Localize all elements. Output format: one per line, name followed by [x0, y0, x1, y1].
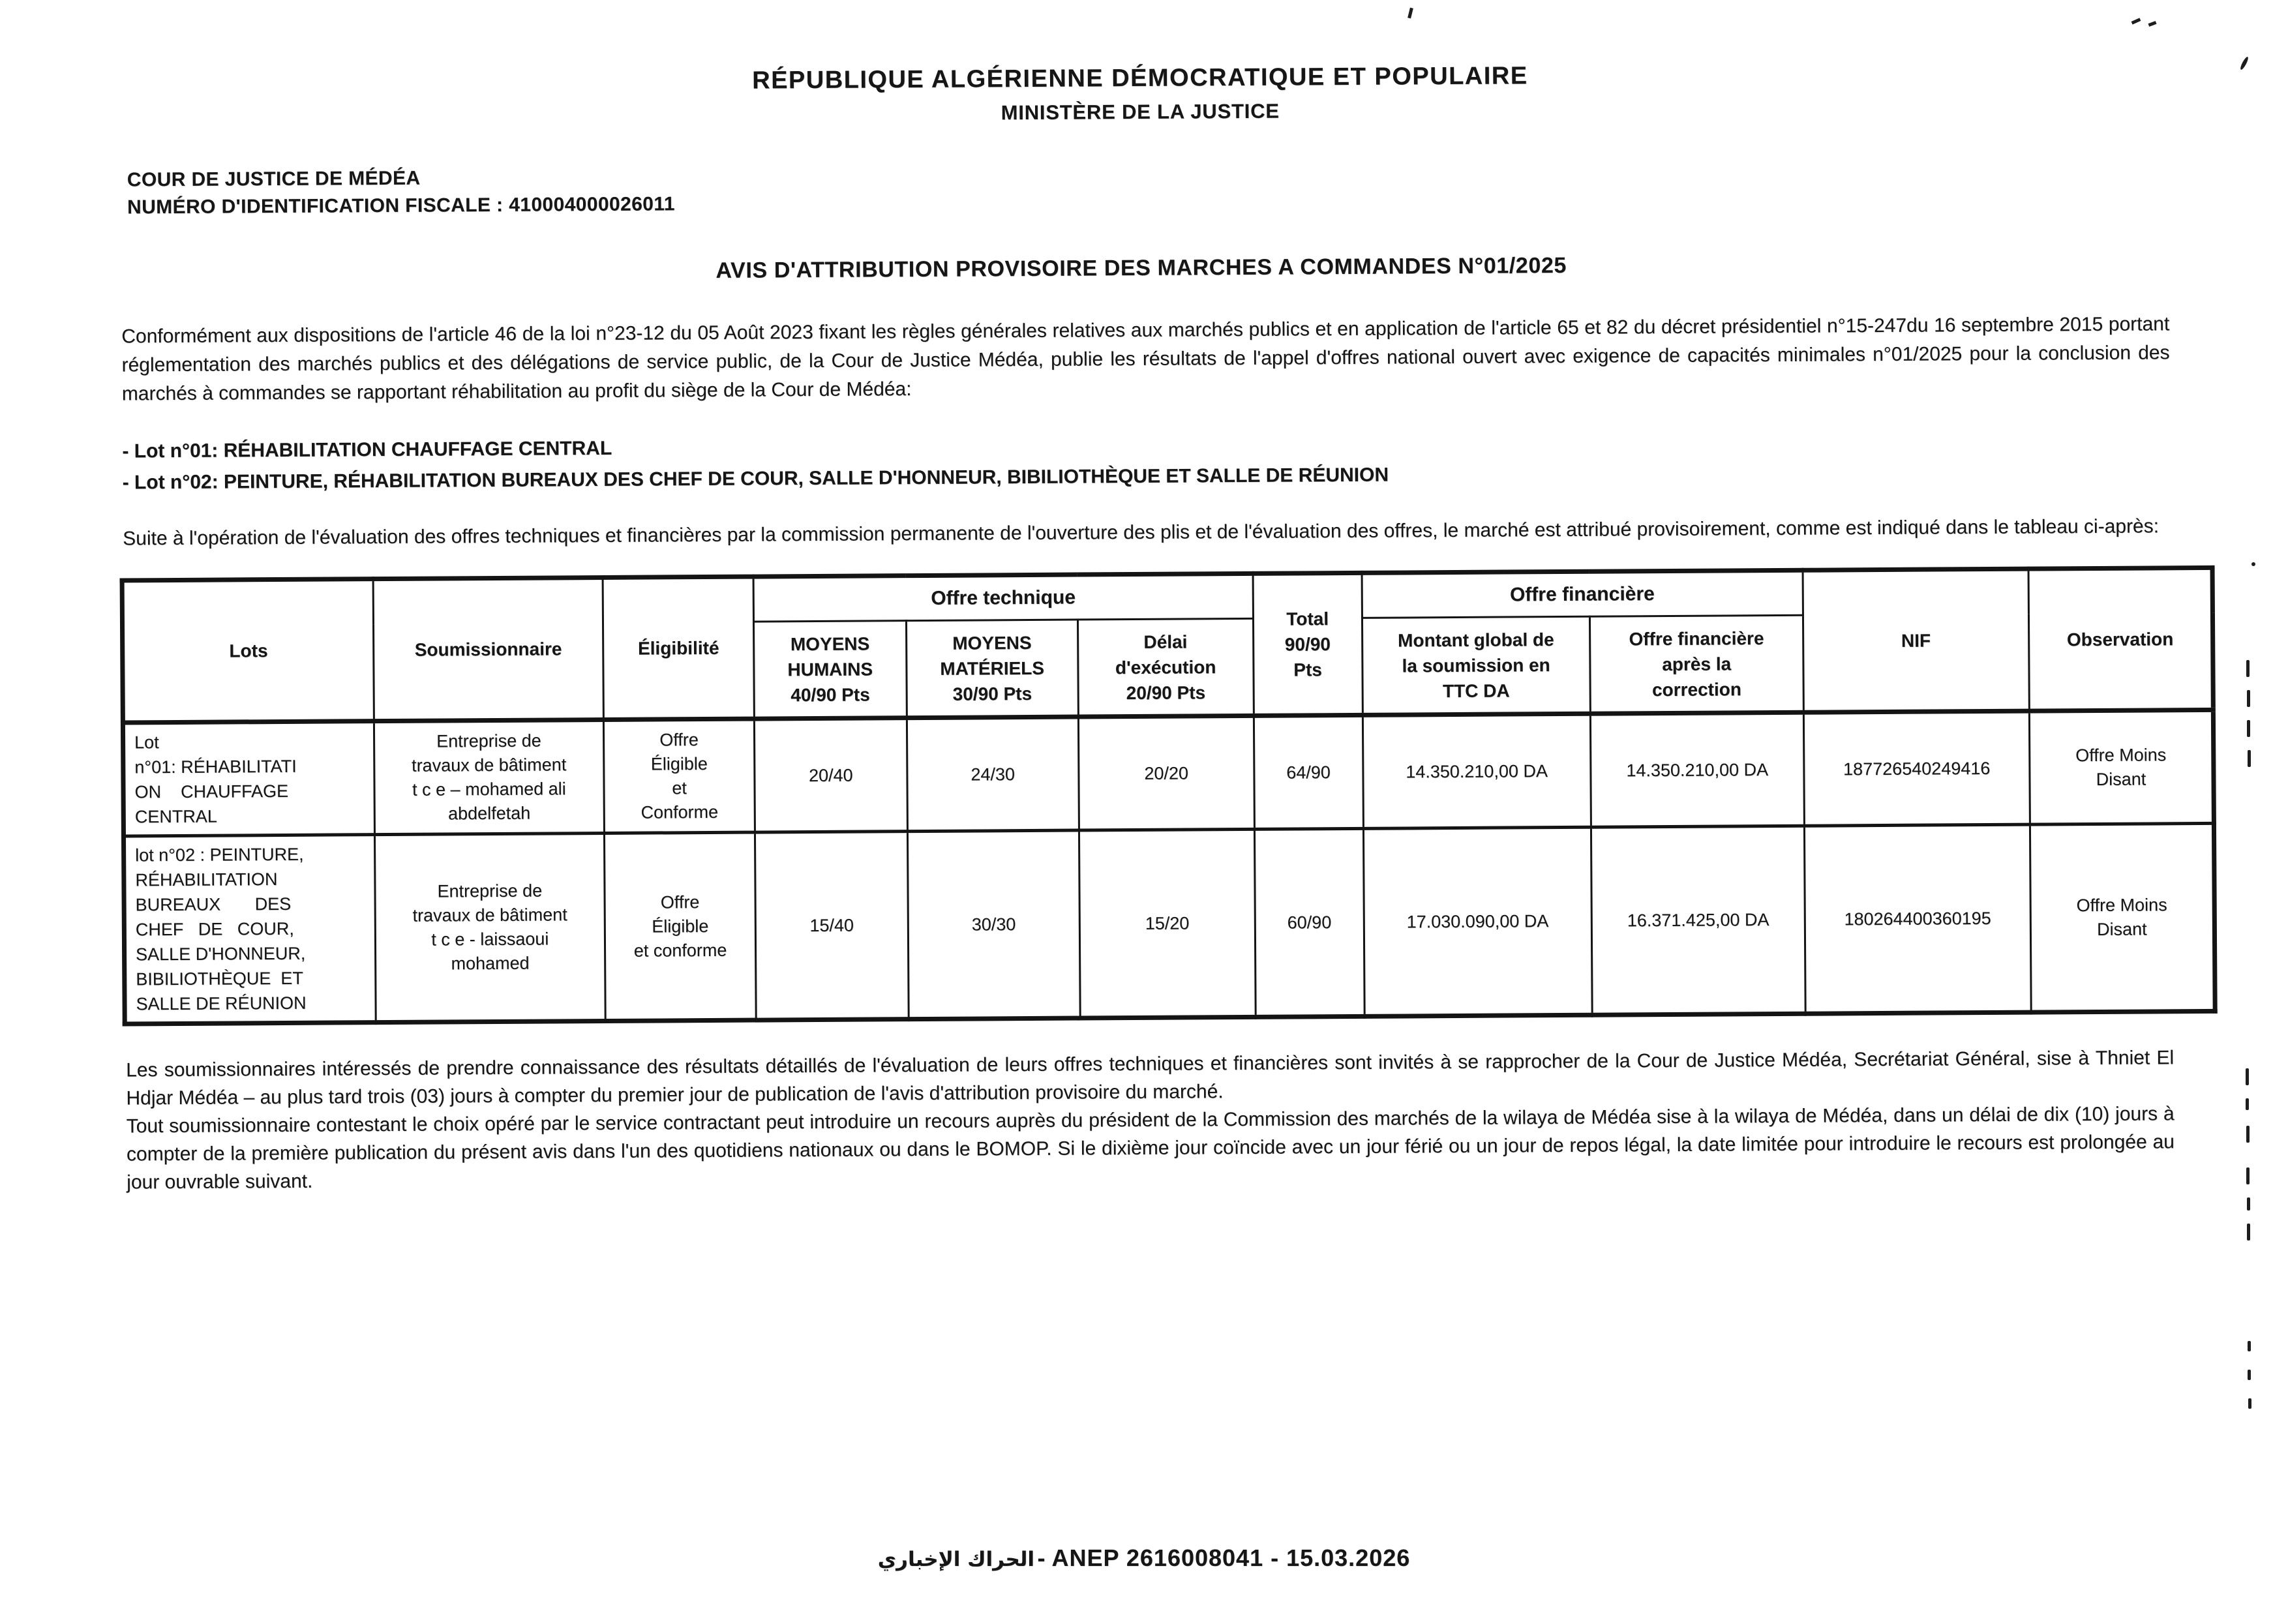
corrected-offer-cell: 16.371.425,00 DA: [1591, 826, 1805, 1015]
total-score-cell: 64/90: [1254, 715, 1363, 829]
eligibility-cell: Offre Éligible et conforme: [605, 832, 757, 1021]
total-score-cell: 60/90: [1254, 828, 1364, 1017]
pre-table-paragraph: Suite à l'opération de l'évaluation des offres techniques et financières par la commission permanente de l'ouverture des plis et de l'évaluation des offres, le marché est attribué provisoirement, comme est indiqué dans le tableau ci-après:: [123, 515, 2160, 550]
observation-cell: Offre Moins Disant: [2029, 710, 2214, 824]
group-header-offre-technique: Offre technique: [753, 573, 1253, 622]
lot-item-02: - Lot n°02: PEINTURE, RÉHABILITATION BUREAUX DES CHEF DE COUR, SALLE D'HONNEUR, BIBILIOTHÈQUE ET SALLE DE RÉUNION: [122, 464, 1389, 494]
lots-list: [122, 423, 2171, 498]
scan-artifact: [2246, 1167, 2250, 1184]
publication-footer: [0, 1544, 2288, 1572]
col-header-eligibilite: Éligibilité: [603, 577, 754, 719]
republic-line: RÉPUBLIQUE ALGÉRIENNE DÉMOCRATIQUE ET POPULAIRE: [752, 62, 1528, 95]
delay-score-cell: 15/20: [1079, 829, 1256, 1018]
col-header-nif: NIF: [1803, 569, 2029, 712]
national-header: [0, 0, 2284, 131]
scan-artifact: [2247, 690, 2250, 707]
nif-cell: 187726540249416: [1803, 711, 2030, 826]
eligibility-cell: Offre Éligible et Conforme: [604, 719, 755, 833]
scan-artifact: [2248, 1370, 2251, 1380]
evaluation-table: [120, 565, 2218, 1027]
bidder-cell: Entreprise de travaux de bâtiment t c e – mohamed ali abdelfetah: [374, 719, 605, 834]
col-header-offre-apres-correction: Offre financière après la correction: [1589, 615, 1803, 714]
scan-artifact: [2248, 1341, 2251, 1351]
intro-paragraph: Conformément aux dispositions de l'article 46 de la loi n°23-12 du 05 Août 2023 fixant les règles générales relatives aux marchés publics et en application de l'article 65 et 82 du décret présidentiel n°15-247du 16 septembre 2015 portant réglementation des marchés publics et des délégations de service public, de la Cour de Justice Médéa, publie les résultats de l'appel d'offres national ouvert avec exigence de capacités minimales n°01/2025 pour la conclusion des marchés à commandes se rapportant réhabilitation au profit du siège de la Cour de Médéa:: [121, 313, 2170, 405]
table-row-lot-01: [123, 710, 2214, 836]
scan-artifact: [2246, 1098, 2249, 1110]
delay-score-cell: 20/20: [1078, 715, 1254, 830]
scan-artifact: [2247, 1224, 2250, 1241]
observation-cell: Offre Moins Disant: [2030, 823, 2215, 1012]
lot-item-01: - Lot n°01: RÉHABILITATION CHAUFFAGE CENTRAL: [122, 437, 612, 462]
scan-artifact: [2251, 562, 2255, 566]
scan-artifact: [2248, 1398, 2251, 1409]
scan-artifact: [2247, 720, 2250, 737]
col-header-montant-global: Montant global de la soumission en TTC DA: [1362, 616, 1590, 715]
lot-cell: Lot n°01: RÉHABILITATI ON CHAUFFAGE CENTRAL: [123, 721, 374, 836]
footer-arabic-publisher: الحراك الإخباري: [877, 1548, 1035, 1571]
material-means-score-cell: 30/30: [907, 830, 1080, 1019]
closing-paragraphs: [126, 1044, 2175, 1196]
notice-title: AVIS D'ATTRIBUTION PROVISOIRE DES MARCHES A COMMANDES N°01/2025: [715, 252, 1567, 283]
results-consultation-paragraph: Les soumissionnaires intéressés de prendre connaissance des résultats détaillés de l'évaluation de leurs offres techniques et financières sont invités à se rapprocher de la Cour de Justice Médéa, Secrétariat Général, sise à Thniet El Hdjar Médéa – au plus tard trois (03) jours à compter du premier jour de publication de l'avis d'attribution provisoire du marché.: [126, 1047, 2175, 1109]
col-header-soumissionnaire: Soumissionnaire: [373, 577, 604, 721]
table-row-lot-02: [123, 823, 2215, 1024]
col-header-total: Total 90/90 Pts: [1253, 573, 1362, 715]
human-means-score-cell: 20/40: [754, 718, 907, 832]
col-header-moyens-materiels: MOYENS MATÉRIELS 30/90 Pts: [906, 620, 1078, 718]
col-header-observation: Observation: [2028, 567, 2213, 711]
scan-artifact: [2246, 1068, 2249, 1085]
col-header-delai-execution: Délai d'exécution 20/90 Pts: [1077, 618, 1254, 717]
col-header-lots: Lots: [122, 579, 374, 723]
corrected-offer-cell: 14.350.210,00 DA: [1590, 712, 1804, 827]
fiscal-id-line: NUMÉRO D'IDENTIFICATION FISCALE : 410004000026011: [127, 193, 675, 218]
scan-artifact: [2247, 1197, 2250, 1210]
table-header: [122, 567, 2213, 723]
lot-cell: lot n°02 : PEINTURE, RÉHABILITATION BUREAUX DES CHEF DE COUR, SALLE D'HONNEUR, BIBILIOTHÈQUE ET SALLE DE RÉUNION: [123, 835, 375, 1024]
bidder-cell: Entreprise de travaux de bâtiment t c e - laissaoui mohamed: [374, 833, 605, 1022]
footer-anep-reference: - ANEP 2616008041 - 15.03.2026: [1037, 1544, 1411, 1571]
bid-amount-cell: 17.030.090,00 DA: [1363, 827, 1592, 1016]
bid-amount-cell: 14.350.210,00 DA: [1362, 714, 1591, 828]
scan-artifact: [2246, 1126, 2250, 1143]
material-means-score-cell: 24/30: [907, 717, 1079, 832]
court-name: COUR DE JUSTICE DE MÉDÉA: [127, 167, 421, 191]
ministry-line: MINISTÈRE DE LA JUSTICE: [1001, 99, 1280, 125]
appeal-procedure-paragraph: Tout soumissionnaire contestant le choix opéré par le service contractant peut introduire un recours auprès du président de la Commission des marchés de la wilaya de Médéa sise à la wilaya de Médéa, dans un délai de dix (10) jours à compter de la première publication du présent avis dans l'un des quotidiens nationaux ou dans le BOMOP. Si le dixième jour coïncide avec un jour férié ou un jour de repos légal, la date limitée pour introduire le recours est prolongée au jour ouvrable suivant.: [126, 1103, 2175, 1194]
issuer-block: [127, 153, 2285, 221]
nif-cell: 180264400360195: [1804, 824, 2031, 1014]
group-header-offre-financiere: Offre financière: [1362, 570, 1803, 618]
scan-artifact: [2246, 660, 2250, 677]
scan-artifact: [2248, 750, 2251, 767]
human-means-score-cell: 15/40: [755, 832, 909, 1020]
col-header-moyens-humains: MOYENS HUMAINS 40/90 Pts: [753, 621, 907, 719]
